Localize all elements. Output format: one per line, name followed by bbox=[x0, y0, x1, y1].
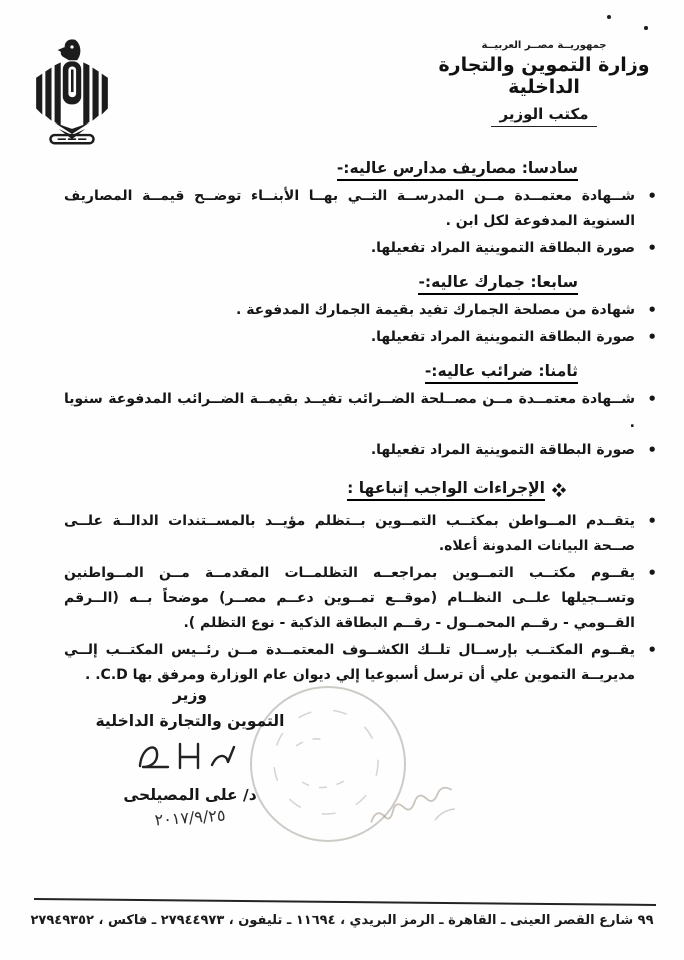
section-title: سادسا: مصاريف مدارس عاليه:- bbox=[64, 159, 578, 177]
list-item: • يقــوم مكتــب التمــوين بمراجعــه التظلمــات المقدمــة مــن المــواطنين وتســجيلها علــى النظــام (موقــع تمــوين دعــم مصــر) موضحاً بــه (الــرقم القــومي - رقــم المحمــول - رقــم البطاقة الذكية - نوع التظلم ). bbox=[64, 561, 662, 636]
republic-line: جمهوريــة مصــر العربيــة bbox=[481, 40, 607, 51]
bullet-icon: • bbox=[647, 640, 657, 659]
egypt-eagle-emblem-icon bbox=[30, 34, 114, 146]
bullet-icon: • bbox=[647, 512, 657, 531]
signature-block bbox=[78, 686, 302, 830]
procedures-title: الإجراءات الواجب إتباعها : bbox=[64, 479, 564, 501]
section-taxes bbox=[64, 362, 662, 464]
ink-speck bbox=[607, 15, 611, 19]
list-item: • شــهادة معتمــدة مــن مصــلحة الضــرائب تفيــد بقيمــة الضــرائب المدفوعة سنويا . bbox=[64, 387, 662, 437]
bullet-icon: • bbox=[647, 441, 657, 460]
list-item: • صورة البطاقة التموينية المراد تفعيلها. bbox=[64, 236, 662, 261]
bullet-icon: • bbox=[647, 238, 657, 257]
letterhead bbox=[410, 40, 678, 127]
minister-office-line: مكتب الوزير bbox=[491, 105, 596, 127]
signer-name: د/ على المصيلحى bbox=[123, 786, 257, 804]
section-customs bbox=[64, 273, 662, 350]
signer-title-line1: وزير bbox=[172, 686, 208, 704]
list-item: • صورة البطاقة التموينية المراد تفعيلها. bbox=[64, 325, 662, 350]
handwritten-signature bbox=[124, 734, 256, 780]
section-title: ثامنا: ضرائب عاليه:- bbox=[64, 362, 578, 380]
list-item: • شهادة من مصلحة الجمارك تفيد بقيمة الجمارك المدفوعة . bbox=[64, 298, 662, 323]
bullet-icon: • bbox=[647, 327, 657, 346]
section-school-fees bbox=[64, 159, 662, 261]
ink-speck bbox=[644, 26, 648, 30]
bullet-icon: • bbox=[647, 389, 657, 408]
list-item: • شــهادة معتمــدة مــن المدرســة التــي بهــا الأبنــاء توضــح قيمــة المصاريف السنوية المدفوعة لكل ابن . bbox=[64, 184, 662, 234]
list-item: • يتقــدم المــواطن بمكتــب التمــوين بــتظلم مؤيــد بالمســتندات الدالــة علــى صــحة البيانات المدونة أعلاه. bbox=[64, 509, 662, 559]
handwritten-date: ٢٠١٧/٩/٢٥ bbox=[153, 805, 227, 830]
diamond-icon bbox=[552, 483, 566, 497]
footer-address: ٩٩ شارع القصر العينى ـ القاهرة ـ الرمز البريدي ، ١١٦٩٤ ـ تليفون ، ٢٧٩٤٤٩٧٣ ـ فاكس ، ٢٧٩٤٩٣٥٢ bbox=[30, 913, 654, 928]
bullet-icon: • bbox=[647, 564, 657, 583]
bullet-icon: • bbox=[647, 300, 657, 319]
section-procedures bbox=[64, 479, 662, 687]
ministry-name: وزارة التموين والتجارة الداخلية bbox=[438, 54, 650, 98]
section-title: سابعا: جمارك عاليه:- bbox=[64, 273, 578, 291]
footer-divider bbox=[34, 898, 656, 906]
bullet-icon: • bbox=[647, 187, 657, 205]
list-item: • يقــوم المكتــب بإرســال تلــك الكشــوف المعتمــدة مــن رئــيس المكتــب إلــي مديريــة التموين علي أن ترسل أسبوعيا إلي ديوان عام الوزارة ومرفق بها C.D. . bbox=[64, 638, 662, 688]
signer-title-line2: التموين والتجارة الداخلية bbox=[95, 712, 285, 730]
list-item: • صورة البطاقة التموينية المراد تفعيلها. bbox=[64, 438, 662, 463]
document-body bbox=[0, 147, 684, 690]
